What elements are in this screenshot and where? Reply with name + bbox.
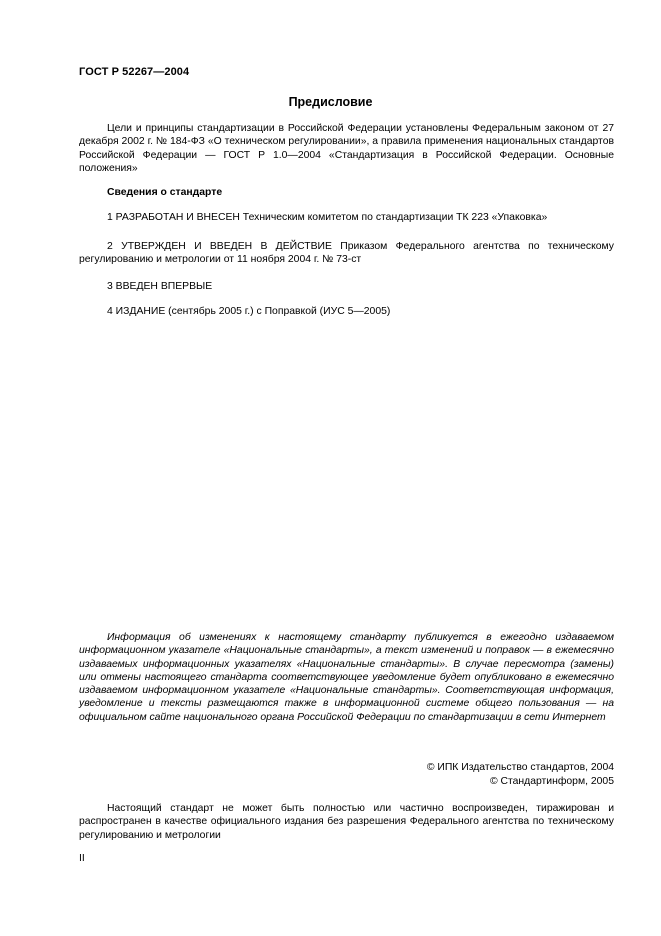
changes-info-note: Информация об изменениях к настоящему стандарту публикуется в ежегодно издаваемом информационном указателе «Национальные стандарты», а текст изменений и поправок — в ежемесячно издаваемых информационных указателях «Национальные стандарты». В случае пересмотра (замены) или отмены настоящего стандарта соответствующее уведомление будет опубликовано в ежемесячно издаваемом информационном указателе «Национальные стандарты». Соответствующая информация, уведомление и тексты размещаются также в информационной системе общего пользования — на официальном сайте национального органа Российской Федерации по стандартизации в сети Интернет: [79, 632, 614, 723]
reproduction-note: Настоящий стандарт не может быть полностью или частично воспроизведен, тиражирован и распространен в качестве официального издания без разрешения Федерального агентства по техническому регулированию и метрологии: [79, 803, 614, 841]
page-title: Предисловие: [288, 95, 373, 109]
page-number: II: [79, 853, 85, 864]
details-heading: Сведения о стандарте: [107, 187, 223, 198]
copyright-line-2: © Стандартинформ, 2005: [489, 776, 614, 787]
detail-item-2: 2 УТВЕРЖДЕН И ВВЕДЕН В ДЕЙСТВИЕ Приказом Федерального агентства по техническому регулированию и метрологии от 11 ноября 2004 г. № 73-ст: [79, 241, 614, 266]
detail-item-1: 1 РАЗРАБОТАН И ВНЕСЕН Техническим комитетом по стандартизации ТК 223 «Упаковка»: [107, 212, 548, 223]
copyright-line-1: © ИПК Издательство стандартов, 2004: [426, 762, 614, 773]
detail-item-3: 3 ВВЕДЕН ВПЕРВЫЕ: [107, 281, 213, 292]
intro-paragraph: Цели и принципы стандартизации в Российской Федерации установлены Федеральным законом от 27 декабря 2002 г. № 184-ФЗ «О техническом регулировании», а правила применения национальных стандартов Российской Федерации — ГОСТ Р 1.0—2004 «Стандартизация в Российской Федерации. Основные положения»: [79, 123, 614, 174]
standard-code: ГОСТ Р 52267—2004: [79, 66, 190, 78]
detail-item-4: 4 ИЗДАНИЕ (сентябрь 2005 г.) с Поправкой (ИУС 5—2005): [107, 306, 391, 317]
